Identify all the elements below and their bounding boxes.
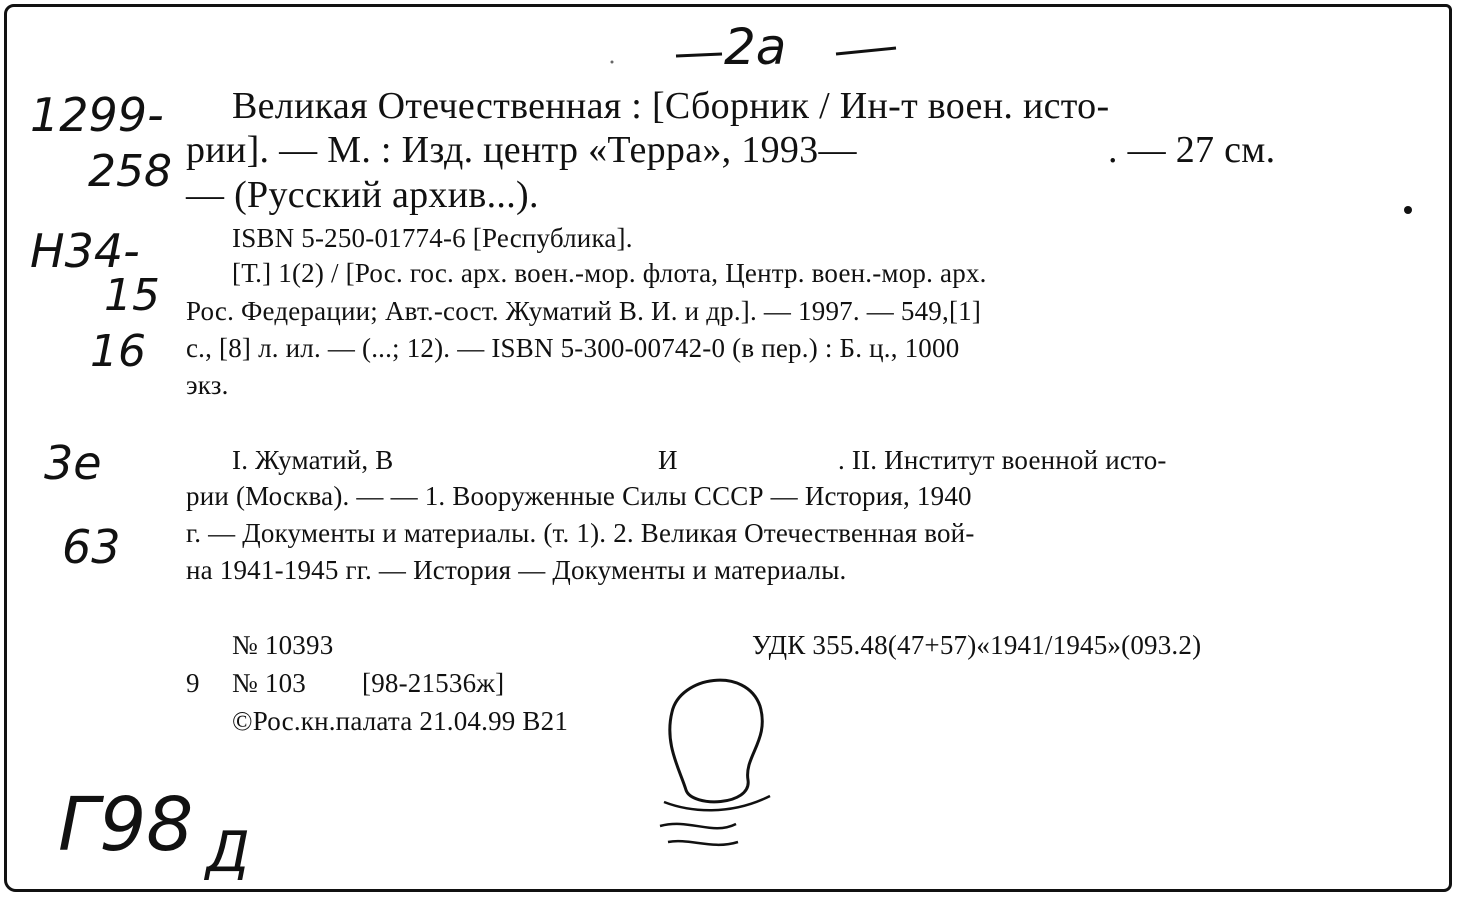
margin-note-code-e: 63 bbox=[62, 520, 121, 574]
subject-line-1-a: I. Жуматий, В bbox=[232, 445, 394, 475]
title-line-3: — (Русский архив...). bbox=[186, 174, 539, 216]
subject-line-1-b: И bbox=[658, 445, 678, 475]
title-line-2-left: рии]. — М. : Изд. центр «Терра», 1993— bbox=[186, 129, 857, 171]
bottom-handwritten-letter: Д bbox=[206, 820, 250, 885]
copyright-line: ©Рос.кн.палата 21.04.99 B21 bbox=[232, 706, 569, 736]
subject-line-4: на 1941-1945 гг. — История — Документы и материалы. bbox=[186, 555, 847, 585]
margin-note-number-b: 258 bbox=[88, 146, 172, 197]
bottom-handwritten-code: Г98 bbox=[58, 782, 194, 868]
title-line-2-right: . — 27 см. bbox=[1108, 129, 1276, 171]
title-line-1: Великая Отечественная : [Сборник / Ин-т воен. исто- bbox=[232, 85, 1110, 127]
margin-note-code-c: 16 bbox=[90, 326, 146, 377]
footer-prefix: 9 bbox=[186, 668, 200, 698]
subject-line-2: рии (Москва). — — 1. Вооруженные Силы СССР — История, 1940 bbox=[186, 481, 972, 511]
margin-note-code-a: Н34- bbox=[30, 224, 140, 278]
isbn-line: ISBN 5-250-01774-6 [Республика]. bbox=[232, 223, 633, 253]
footer-order-code: [98-21536ж] bbox=[362, 668, 505, 698]
subject-line-1-c: . II. Институт военной исто- bbox=[838, 445, 1167, 475]
margin-note-code-d: 3е bbox=[44, 436, 102, 490]
udc-code: УДК 355.48(47+57)«1941/1945»(093.2) bbox=[752, 630, 1202, 660]
top-handwritten-mark: 2а bbox=[724, 18, 787, 76]
margin-note-number-a: 1299- bbox=[30, 88, 164, 142]
volume-line-4: экз. bbox=[186, 370, 229, 400]
footer-second-number: № 103 bbox=[232, 668, 307, 698]
volume-line-2: Рос. Федерации; Авт.-сост. Жуматий В. И. и др.]. — 1997. — 549,[1] bbox=[186, 296, 982, 326]
registration-number: № 10393 bbox=[232, 630, 334, 660]
subject-line-3: г. — Документы и материалы. (т. 1). 2. Великая Отечественная вой- bbox=[186, 518, 975, 548]
margin-note-code-b: 15 bbox=[104, 270, 160, 321]
volume-line-3: с., [8] л. ил. — (...; 12). — ISBN 5-300-00742-0 (в пер.) : Б. ц., 1000 bbox=[186, 333, 960, 363]
volume-line-1: [Т.] 1(2) / [Рос. гос. арх. воен.-мор. флота, Центр. воен.-мор. арх. bbox=[232, 258, 987, 288]
